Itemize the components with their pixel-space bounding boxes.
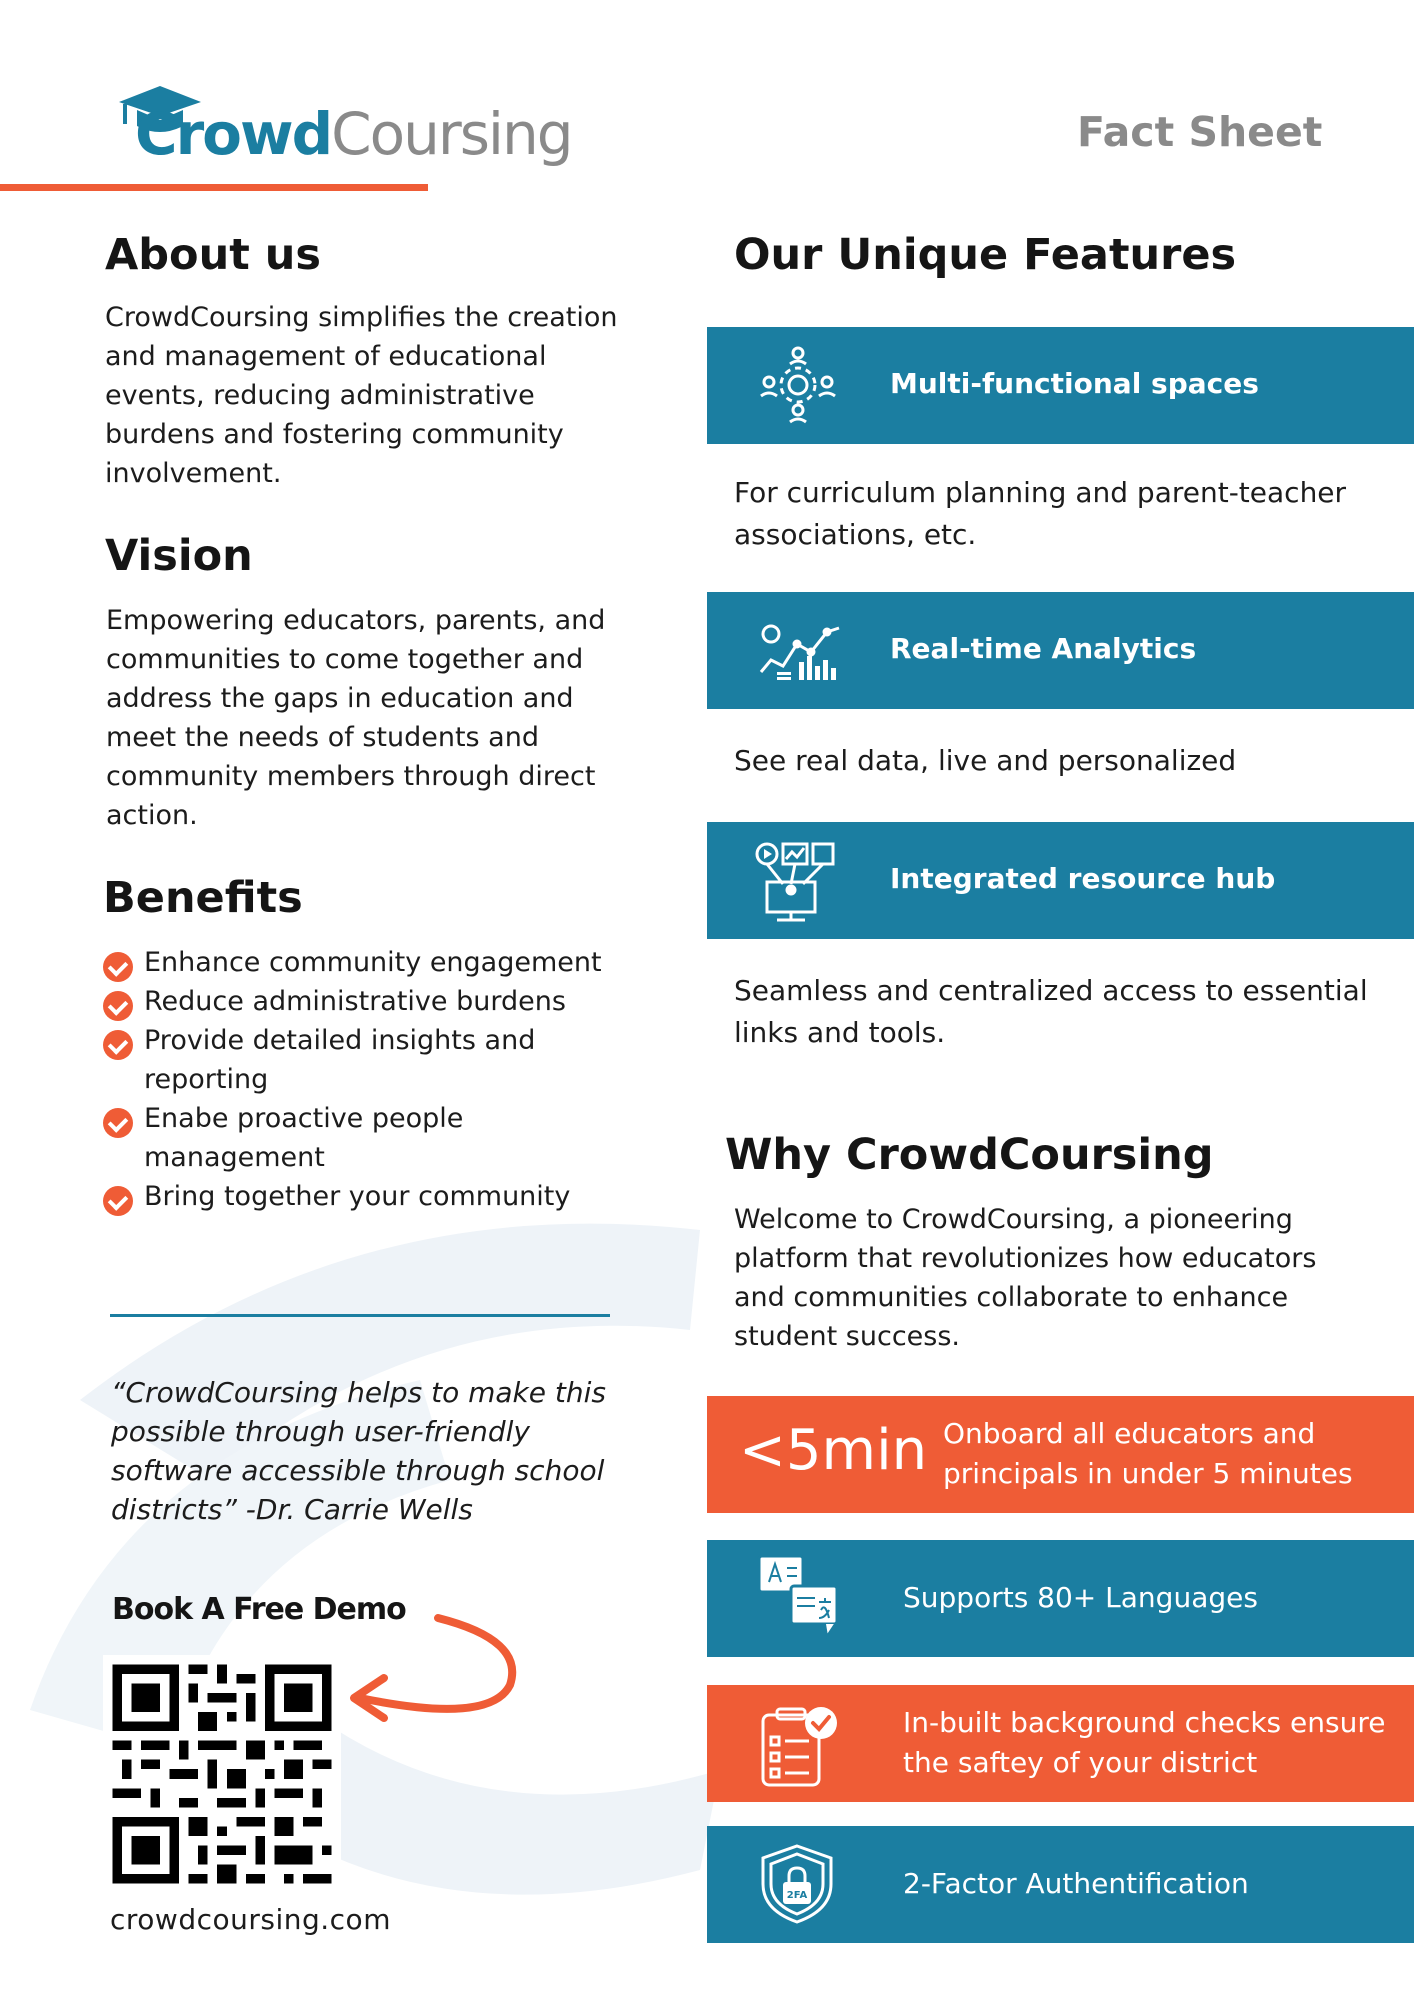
people-network-icon	[757, 344, 839, 426]
check-icon	[103, 952, 133, 982]
section-divider	[110, 1314, 610, 1317]
features-heading: Our Unique Features	[734, 230, 1237, 280]
checklist-icon	[757, 1701, 841, 1791]
list-item	[103, 1099, 623, 1177]
benefits-heading: Benefits	[103, 873, 303, 923]
header-divider	[0, 184, 428, 191]
website-link[interactable]: crowdcoursing.com	[110, 1903, 391, 1936]
why-text: Welcome to CrowdCoursing, a pioneering platform that revolutionizes how educators and communities collaborate to enhance student success.	[734, 1204, 1317, 1352]
background-checks-text: In-built background checks ensure the saftey of your district	[903, 1706, 1386, 1779]
two-factor-banner	[707, 1826, 1414, 1943]
translate-icon	[755, 1552, 845, 1642]
about-heading: About us	[105, 230, 321, 280]
stat-value: <5min	[739, 1418, 928, 1483]
svg-text:2FA: 2FA	[786, 1890, 808, 1901]
languages-banner	[707, 1540, 1414, 1657]
logo-part-coursing: Coursing	[331, 100, 572, 168]
qr-code[interactable]	[103, 1655, 341, 1893]
list-item	[103, 1177, 623, 1216]
background-checks-banner	[707, 1685, 1414, 1802]
feature-title: Real-time Analytics	[890, 632, 1197, 665]
shield-2fa-icon	[757, 1842, 837, 1926]
benefit-label: Reduce administrative burdens	[144, 986, 566, 1017]
logo-part-crowd: Crowd	[135, 100, 332, 168]
page-label: Fact Sheet	[1077, 108, 1323, 156]
list-item	[103, 1021, 623, 1099]
analytics-icon	[755, 622, 845, 682]
check-icon	[103, 991, 133, 1021]
resource-hub-icon	[753, 840, 839, 924]
vision-heading: Vision	[105, 531, 253, 581]
feature-title: Multi-functional spaces	[890, 367, 1259, 400]
benefit-label: Bring together your community	[144, 1181, 571, 1212]
testimonial-quote: “CrowdCoursing helps to make this possible through user-friendly software accessible through school districts” -Dr. Carrie Wells	[111, 1376, 606, 1526]
brand-logo[interactable]	[115, 80, 635, 180]
feature-description: For curriculum planning and parent-teacher associations, etc.	[734, 476, 1347, 551]
benefits-list	[103, 943, 623, 1216]
feature-banner-analytics	[707, 592, 1414, 709]
onboarding-stat-banner	[707, 1396, 1414, 1513]
stat-description: Onboard all educators and principals in under 5 minutes	[943, 1417, 1353, 1490]
about-text: CrowdCoursing simplifies the creation and management of educational events, reducing administrative burdens and fostering community involvement.	[105, 302, 618, 489]
benefit-label: Enabe proactive people management	[144, 1103, 464, 1173]
curved-arrow-icon	[340, 1600, 520, 1730]
check-icon	[103, 1108, 133, 1138]
demo-heading: Book A Free Demo	[112, 1592, 406, 1627]
list-item	[103, 943, 623, 982]
feature-title: Integrated resource hub	[890, 862, 1276, 895]
benefit-label: Enhance community engagement	[144, 947, 602, 978]
logo-wordmark	[135, 100, 572, 168]
feature-description: Seamless and centralized access to essential links and tools.	[734, 974, 1368, 1049]
list-item	[103, 982, 623, 1021]
feature-banner-multifunctional	[707, 327, 1414, 444]
vision-text: Empowering educators, parents, and communities to come together and address the gaps in education and meet the needs of students and community members through direct action.	[106, 605, 606, 831]
benefit-label: Provide detailed insights and reporting	[144, 1025, 536, 1095]
languages-text: Supports 80+ Languages	[903, 1581, 1258, 1614]
feature-description: See real data, live and personalized	[734, 744, 1237, 777]
feature-banner-resource-hub	[707, 822, 1414, 939]
check-icon	[103, 1186, 133, 1216]
check-icon	[103, 1030, 133, 1060]
two-factor-text: 2-Factor Authentification	[903, 1867, 1249, 1900]
why-heading: Why CrowdCoursing	[725, 1130, 1214, 1180]
